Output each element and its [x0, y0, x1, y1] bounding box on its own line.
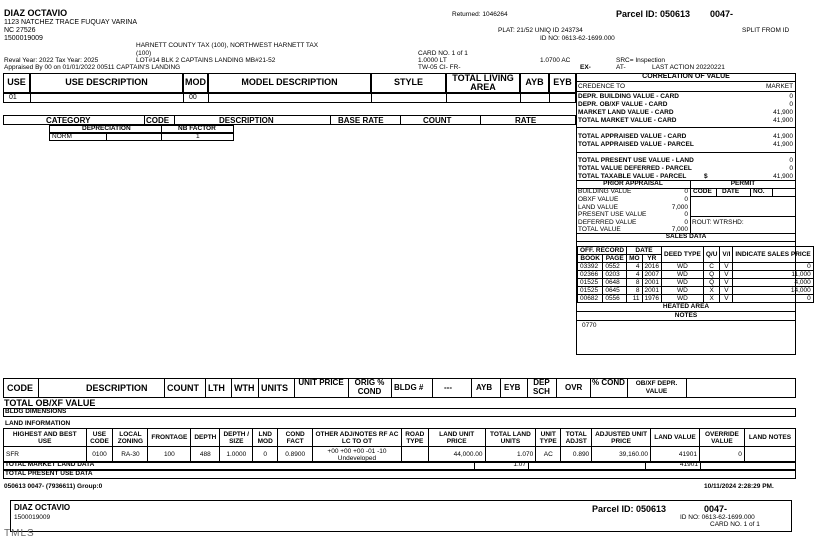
count-header: COUNT [423, 116, 452, 125]
appraised-by: Appraised By 00 on 01/01/2022 00511 CAPTAIN'S LANDING [4, 64, 181, 71]
land-adj-codes: +00 +00 +00 -01 -10 [327, 447, 387, 455]
credence-label: CREDENCE TO [578, 83, 626, 90]
taxable-dollar-sign: $ [704, 173, 708, 180]
market-land-value: 41,900 [773, 109, 793, 116]
depreciation-value-row [49, 133, 234, 141]
depr-obxf-value: 0 [789, 101, 793, 108]
table-row [578, 271, 814, 279]
value-acreage: 1.0700 AC [540, 57, 571, 64]
indicate-price-header: INDICATE SALES PRICE [733, 247, 813, 263]
sale-month: 4 [627, 271, 642, 279]
present-use-value: 0 [789, 157, 793, 164]
tmls-logo: TMLS [4, 528, 35, 539]
total-living-area-header: TOTAL LIVING AREA [446, 73, 520, 93]
off-record-header: OFF. RECORD [578, 247, 627, 255]
land-header-road-type: ROAD TYPE [401, 429, 428, 447]
obxf-count-header: COUNT [167, 383, 199, 393]
tax-district-code: (100) [136, 50, 152, 57]
obxf-wth-header: WTH [234, 383, 255, 393]
depreciation-label: DEPRECIATION [82, 125, 131, 132]
sale-book: 01525 [578, 287, 603, 295]
exemption-code: EX- [580, 64, 591, 71]
account-number: 1500019009 [4, 35, 43, 42]
sale-month: 4 [627, 263, 642, 271]
building-use-value: 01 [9, 94, 17, 101]
sale-vi: V [720, 271, 733, 279]
sale-price: 11,000 [733, 271, 813, 279]
appraised-parcel-value: 41,900 [773, 141, 793, 148]
appraised-card-label: TOTAL APPRAISED VALUE - CARD [578, 133, 687, 140]
last-action: LAST ACTION 20220221 [652, 64, 725, 71]
prior-present-use-value: 0 [684, 211, 688, 218]
land-header-other-adj: OTHER ADJ/NOTES RF AC LC TO OT [313, 429, 402, 447]
land-unit-type: AC [536, 447, 561, 463]
prior-land-value: 7,000 [671, 204, 688, 211]
sale-year: 2001 [642, 287, 661, 295]
taxable-value: 41,900 [773, 173, 793, 180]
land-header-zoning: LOCAL ZONING [113, 429, 148, 447]
land-header-adjusted-price: ADJUSTED UNIT PRICE [592, 429, 651, 447]
sale-deed: WD [662, 271, 704, 279]
secondary-card [10, 500, 792, 532]
owner-address-line1: 1123 NATCHEZ TRACE FUQUAY VARINA [4, 19, 138, 26]
sale-price: 0 [733, 295, 813, 303]
prior-deferred-value: 0 [684, 219, 688, 226]
owner-name: DIAZ OCTAVIO [4, 8, 68, 18]
year-header: YR [642, 255, 661, 263]
building-data-row [3, 93, 576, 103]
rate-header: RATE [515, 116, 537, 125]
sale-page: 0648 [603, 279, 627, 287]
permit-date-header: DATE [722, 188, 740, 195]
sale-price: 4,000 [733, 279, 813, 287]
depr-building-label: DEPR. BUILDING VALUE - CARD [578, 93, 679, 100]
eyb-header: EYB [549, 73, 576, 93]
obxf-units-header: UNITS [261, 383, 288, 393]
sale-book: 00682 [578, 295, 603, 303]
sale-book: 02366 [578, 271, 603, 279]
page-header: PAGE [603, 255, 627, 263]
sale-page: 0556 [603, 295, 627, 303]
land-total-adjst: 0.890 [561, 447, 592, 463]
prior-present-use-label: PRESENT USE VALUE [578, 211, 647, 218]
obxf-orig-cond-header: ORIG % COND [354, 378, 385, 396]
land-size: 1.0000 [220, 447, 253, 463]
total-obxf-value-label: TOTAL OB/XF VALUE [4, 398, 96, 408]
land-cond-fact: 0.8900 [278, 447, 313, 463]
table-row [578, 263, 814, 271]
prior-appraisal-title: PRIOR APPRAISAL [603, 180, 663, 187]
appraised-parcel-label: TOTAL APPRAISED VALUE - PARCEL [578, 141, 694, 148]
card2-id-number: ID NO: 0613-62-1699.000 [680, 514, 755, 521]
total-market-land-units: 1.07 [513, 461, 526, 468]
sale-qu: X [703, 287, 720, 295]
correlation-title: CORRELATION OF VALUE [642, 73, 730, 80]
sale-deed: WD [662, 287, 704, 295]
acreage: 1.0000 LT [418, 57, 447, 64]
obxf-dep-sch-header: DEP SCH [533, 378, 550, 396]
land-header-depth-size: DEPTH / SIZE [220, 429, 253, 447]
land-hbu: SFR [4, 447, 87, 463]
value-deferred-value: 0 [789, 165, 793, 172]
land-header-cond-fact: COND FACT [278, 429, 313, 447]
sale-book: 03392 [578, 263, 603, 271]
obxf-unit-price-header: UNIT PRICE [298, 378, 344, 387]
notes-text: 0770 [582, 322, 597, 329]
bldg-dimensions-label: BLDG DIMENSIONS [5, 408, 67, 415]
land-header-override: OVERRIDE VALUE [699, 429, 744, 447]
ayb-header: AYB [520, 73, 549, 93]
obxf-pct-cond-header: % COND [592, 378, 625, 387]
credence-value: MARKET [766, 83, 794, 90]
land-depth: 488 [191, 447, 220, 463]
description-header: DESCRIPTION [219, 116, 274, 125]
parcel-id: Parcel ID: 050613 [616, 9, 691, 19]
sale-deed: WD [662, 295, 704, 303]
permit-title: PERMIT [730, 180, 756, 187]
obxf-ayb-header: AYB [476, 383, 493, 392]
sale-month: 11 [627, 295, 642, 303]
qu-header: Q/U [703, 247, 720, 263]
township-info: TW-05 CI- FR- [418, 64, 461, 71]
tax-district: HARNETT COUNTY TAX (100), NORTHWEST HARNETT TAX [136, 42, 319, 49]
sale-qu: Q [703, 271, 720, 279]
total-market-label: TOTAL MARKET VALUE - CARD [578, 117, 677, 124]
obxf-bldg-header: BLDG # [394, 383, 424, 392]
sale-vi: V [720, 287, 733, 295]
sales-data-title: SALES DATA [665, 233, 707, 240]
taxable-value-label: TOTAL TAXABLE VALUE - PARCEL [578, 173, 687, 180]
use-description-header: USE DESCRIPTION [30, 73, 183, 93]
total-market-land-label: TOTAL MARKET LAND DATA [5, 461, 95, 468]
land-header-notes: LAND NOTES [744, 429, 795, 447]
land-table [3, 428, 796, 463]
land-header-frontage: FRONTAGE [148, 429, 191, 447]
value-deferred-label: TOTAL VALUE DEFERRED - PARCEL [578, 165, 692, 172]
month-header: MO [627, 255, 642, 263]
card2-owner-name: DIAZ OCTAVIO [14, 503, 71, 512]
sale-year: 2007 [642, 271, 661, 279]
sale-book: 01525 [578, 279, 603, 287]
land-header-unit-type: UNIT TYPE [536, 429, 561, 447]
total-present-use-row [3, 470, 796, 479]
depreciation-value: NORM [52, 133, 72, 140]
obxf-eyb-header: EYB [504, 383, 521, 392]
source-info: SRC= Inspection [616, 57, 665, 64]
model-description-header: MODEL DESCRIPTION [208, 73, 371, 93]
base-rate-header: BASE RATE [338, 116, 384, 125]
parcel-suffix: 0047- [710, 9, 734, 19]
vi-header: V/I [720, 247, 733, 263]
prior-land-label: LAND VALUE [578, 204, 618, 211]
card2-card-number: CARD NO. 1 of 1 [710, 521, 760, 528]
reval-year: Reval Year: 2022 Tax Year: 2025 [4, 57, 99, 64]
land-total-units: 1.070 [485, 447, 536, 463]
land-header-land-value: LAND VALUE [650, 429, 699, 447]
depr-obxf-label: DEPR. OB/XF VALUE - CARD [578, 101, 668, 108]
land-header-lnd-mod: LND MOD [253, 429, 278, 447]
rout-watershed: ROUT: WTRSHD: [692, 219, 744, 226]
card2-parcel-suffix: 0047- [704, 504, 728, 514]
table-row [578, 279, 814, 287]
total-present-use-label: TOTAL PRESENT USE DATA [5, 470, 93, 477]
sale-page: 0203 [603, 271, 627, 279]
category-header: CATEGORY [46, 116, 91, 125]
card2-account-number: 1500019009 [14, 514, 51, 521]
permit-no-header: NO. [753, 188, 765, 195]
land-unit-price: 44,000.00 [428, 447, 485, 463]
land-zoning: RA-30 [113, 447, 148, 463]
table-row [578, 287, 814, 295]
obxf-depr-value-header: OB/XF DEPR. VALUE [635, 380, 678, 395]
owner-address-line2: NC 27526 [4, 27, 36, 34]
market-land-label: MARKET LAND VALUE - CARD [578, 109, 674, 116]
prior-building-value: 0 [684, 188, 688, 195]
sale-qu: Q [703, 279, 720, 287]
prior-obxf-label: OBXF VALUE [578, 196, 619, 203]
obxf-lth-header: LTH [208, 383, 225, 393]
notes-title: NOTES [674, 312, 698, 319]
land-header-total-adjst: TOTAL ADJST [561, 429, 592, 447]
land-header-depth: DEPTH [191, 429, 220, 447]
total-market-value: 41,900 [773, 117, 793, 124]
land-header-unit-price: LAND UNIT PRICE [428, 429, 485, 447]
obxf-dash-header: --- [444, 383, 452, 392]
building-mod-value: 00 [189, 94, 197, 101]
land-use-code: 0100 [86, 447, 113, 463]
sale-month: 8 [627, 279, 642, 287]
card2-parcel-id: Parcel ID: 050613 [592, 504, 667, 514]
prior-building-label: BUILDING VALUE [578, 188, 632, 195]
appraised-card-value: 41,900 [773, 133, 793, 140]
land-adjusted-price: 39,160.00 [592, 447, 651, 463]
land-frontage: 100 [148, 447, 191, 463]
sale-year: 2016 [642, 263, 661, 271]
sale-qu: C [703, 263, 720, 271]
prior-obxf-value: 0 [684, 196, 688, 203]
sale-month: 8 [627, 287, 642, 295]
nb-factor-value: 1 [196, 133, 200, 140]
footer-timestamp: 10/11/2024 2:28:29 PM. [704, 483, 774, 490]
at-code: AT- [616, 64, 626, 71]
land-information-title: LAND INFORMATION [5, 420, 71, 427]
obxf-description-header: DESCRIPTION [86, 383, 148, 393]
heated-area-title: HEATED AREA [662, 303, 710, 310]
obxf-code-header: CODE [7, 383, 34, 393]
land-header-use-code: USE CODE [86, 429, 113, 447]
sale-price: 14,000 [733, 287, 813, 295]
returned-number: Returned: 1046264 [452, 11, 508, 18]
footer-parcel-group: 050613 0047- (7936611) Group:0 [4, 483, 103, 490]
sale-year: 2001 [642, 279, 661, 287]
sale-deed: WD [662, 263, 704, 271]
sale-deed: WD [662, 279, 704, 287]
depr-building-value: 0 [789, 93, 793, 100]
land-value: 41901 [650, 447, 699, 463]
card-number: CARD NO. 1 of 1 [418, 50, 468, 57]
nb-factor-label: NB FACTOR [178, 125, 216, 132]
book-header: BOOK [578, 255, 603, 263]
sale-page: 0552 [603, 263, 627, 271]
mod-header: MOD [183, 73, 208, 93]
prior-total-value: 7,000 [671, 226, 688, 233]
use-header: USE [3, 73, 30, 93]
obxf-ovr-header: OVR [565, 383, 583, 392]
sale-year: 1976 [642, 295, 661, 303]
sale-date-header: DATE [627, 247, 662, 255]
legal-description: LOT#14 BLK 2 CAPTAINS LANDING MB#21-52 [136, 57, 276, 64]
bldg-dimensions-row [3, 408, 796, 417]
id-number: ID NO: 0613-62-1699.000 [540, 35, 615, 42]
total-market-land-value: 41901 [679, 461, 698, 468]
style-header: STYLE [371, 73, 446, 93]
prior-deferred-label: DEFERRED VALUE [578, 219, 637, 226]
split-from-id: SPLIT FROM ID [742, 27, 790, 34]
land-override: 0 [699, 447, 744, 463]
sales-table [577, 246, 814, 303]
sale-price: 0 [733, 263, 813, 271]
sale-qu: X [703, 295, 720, 303]
sale-vi: V [720, 263, 733, 271]
permit-code-header: CODE [693, 188, 712, 195]
deed-type-header: DEED TYPE [662, 247, 704, 263]
prior-total-label: TOTAL VALUE [578, 226, 621, 233]
land-mod: 0 [253, 447, 278, 463]
sale-vi: V [720, 279, 733, 287]
land-adj-note: Undeveloped [337, 454, 377, 462]
land-header-total-units: TOTAL LAND UNITS [485, 429, 536, 447]
sale-page: 0645 [603, 287, 627, 295]
land-header-hbu: HIGHEST AND BEST USE [4, 429, 87, 447]
present-use-label: TOTAL PRESENT USE VALUE - LAND [578, 157, 694, 164]
sale-vi: V [720, 295, 733, 303]
plat-info: PLAT: 21/52 UNIQ ID 243734 [498, 27, 583, 34]
code-header: CODE [146, 116, 170, 125]
